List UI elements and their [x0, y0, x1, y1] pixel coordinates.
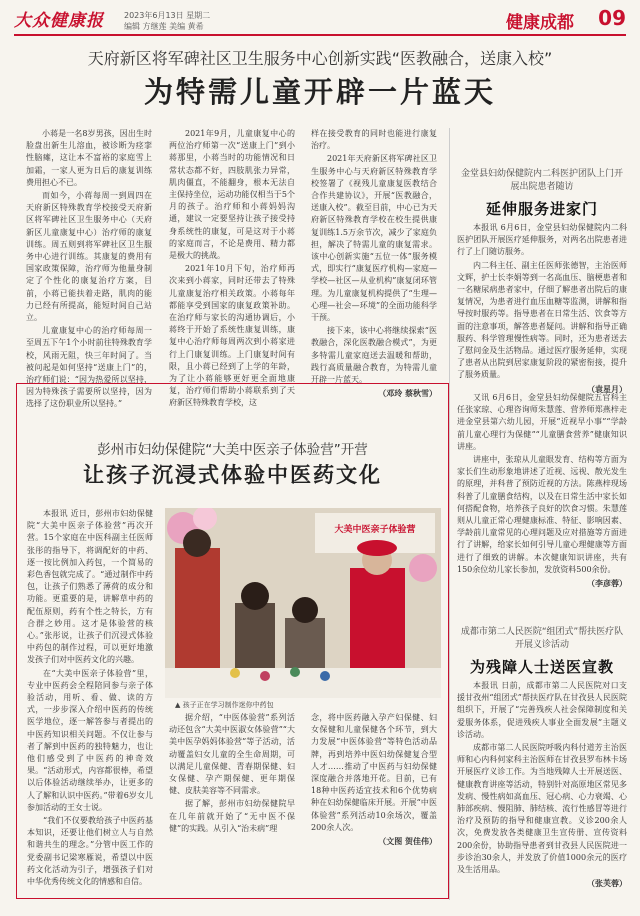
paragraph: 讲座中，张琼从儿童眼发育、结构等方面为家长们生动形象地讲述了近视、远视、散光发生的原理，并科普了预防近视的方法。陈燕梓现场科普了儿童膳食结构，以及在日常生活中家长如何搭配食物，培养孩子良好的饮食习惯。朱慧莲则从儿童正常心理健康标准、特征、影响因素、学龄前儿童常见的心理问题及应对措施等方面进行了讲解，给家长如何引导儿童心理健康等方面进行了细致的讲解。本次健康知识讲座，共有150余位幼儿家长参加，发放资料500余份。 [457, 455, 627, 574]
paragraph: 念，将中医药融入孕产妇保健、妇女保健和儿童保健各个环节，到大力发展“中医体验营”等特色活动品牌，再到培养中医妇幼保健复合型人才……推动了中医药与妇幼保健深度融合并落地开花。目前，已有18种中医药适宜技术和6个优势病种在妇幼保健临床开展。开展“中医体验营”系列活动10余场次，覆盖200余人次。 [311, 713, 437, 832]
issue-editors: 编辑 方继莲 美编 黄希 [124, 22, 204, 31]
photo-caption-text: 孩子正在学习制作迷你中药包 [182, 701, 274, 709]
right3-header [457, 626, 627, 677]
paragraph: 又讯 6月6日，金堂县妇幼保健院五官科主任张家琼、心理咨询师朱慧莲、营养师郑燕梓走进金堂县第六幼儿园，开展“近视早小事”“学龄前儿童心理行为保健”“儿童膳食营养”健康知识讲座。 [457, 393, 627, 451]
issue-info [124, 10, 210, 32]
section-name: 健康成都 [506, 13, 574, 33]
article2-column-3 [311, 712, 437, 848]
paragraph: 接下来，该中心将继续探索“医教融合，深化医教融合模式”，为更多特需儿童家庭送去温暖和帮助，践行高质量融合教育，为特需儿童开辟一片蓝天。 [311, 326, 437, 385]
right1-header [457, 168, 627, 219]
paragraph: 2021年9月，儿童康复中心的两位治疗师第一次“送康上门”到小蒋那里，小蒋当时的功能情况和日常状态都不好，四肢肌张力异常，肌肉僵直，不能翻身，根本无法自主保持坐位，运动功能仅相当于5个月的孩子。治疗师和小蒋妈妈沟通，建议一定要坚持让孩子接受持身系统性的康复，可是这对于小蒋的家庭而言，不论是费用、精力都是极大的挑战。 [169, 129, 295, 261]
right1-kicker: 金堂县妇幼保健院内二科医护团队上门开展出院患者随访 [460, 169, 623, 192]
photo-illustration [165, 508, 441, 698]
right3-headline: 为残障人士送医宣教 [469, 658, 614, 676]
right1-body [457, 222, 627, 396]
child-figure [235, 603, 275, 678]
right1-byline: （袁星月） [587, 383, 627, 394]
right2-byline: （李彦蓉） [587, 578, 627, 589]
article2-column-1 [27, 508, 153, 889]
paragraph: 2021年天府新区将军碑社区卫生服务中心与天府新区特殊教育学校签署了《视残儿童康复医教结合合作共建协议》，开展“医教融合，送康入校”。截至目前，中心已为天府新区特殊教育学校在校生提供康复训练1.5万余节次，减少了家庭负担，解决了特需儿童的康复需求。该中心创新实施“五位一体”服务模式，即实行“康复医疗机构—家庭—学校—社区—从业机构”康复闭环管理。为儿童康复机构提供了“生理—心理—社会—环境”的全面功能科学干预。 [311, 154, 437, 323]
masthead [14, 6, 626, 36]
balloon [409, 554, 437, 582]
child-head [292, 597, 318, 623]
adult-head [183, 529, 211, 557]
right1-headline: 延伸服务进家门 [485, 200, 598, 218]
paragraph: 本报讯 日前，成都市第二人民医院对口支援甘孜州“组团式”帮扶医疗队在甘孜县人民医院组织下，开展了“完善残疾人社会保障制度和关爱服务体系，促进残疾人事业全面发展”主题义诊活动。 [457, 681, 627, 739]
paragraph: 样在接受教育的同时也能进行康复治疗。 [311, 129, 437, 151]
article2-headline: 让孩子沉浸式体验中医药文化 [83, 462, 382, 487]
article2-column-2 [169, 712, 295, 836]
volunteer-figure [350, 568, 405, 678]
herbal-sachet [230, 668, 240, 678]
article1-column-3 [311, 128, 437, 400]
right3-kicker: 成都市第二人民医院“组团式”帮扶医疗队开展义诊活动 [460, 627, 624, 650]
article2-kicker: 彭州市妇幼保健院“大美中医亲子体验营”开营 [97, 442, 368, 458]
page-number: 09 [598, 6, 626, 30]
photo-caption: ▲ 孩子正在学习制作迷你中药包 [175, 701, 274, 709]
article2-byline: （文图 贺佳伟） [378, 836, 437, 847]
adult-figure [175, 548, 220, 678]
paragraph: 小蒋是一名8岁男孩，因出生时脸盘出新生儿溶血，被诊断为痉挛性脑瘫，这让本不富裕的家庭雪上加霜，一家人更为日后的康复训练费用担心不已。 [26, 129, 152, 187]
paragraph: 本报讯 近日，彭州市妇幼保健院“大美中医亲子体验营”再次开营。15个家庭在中医科副主任医师张彤的指导下，将调配好的中药、逐一按比例加入药包，一个简易的彩色香包就完成了。“通过制作中药包，让孩子们熟悉了薄荷的成分和功能。更重要的是，讲解草中药的配伍原则，药有个性之特长，方有合群之妙用。这才是体验营的核心。”张彤说，让孩子们沉浸式体验中药包的制作过程，可以更好地激发孩子们对中医药文化的兴趣。 [27, 509, 153, 665]
paragraph: 在“大美中医亲子体验营”里，专业中医药会全程陪同参与亲子体验活动，用听、看、做、读的方式，一步步深入介绍中医药的传统医学地位，逐一解答参与者提出的中医药知识相关问题。不仅让参与者了解到中医药的独特魅力，也让他们感受到了中医药的神奇效果。“活动形式，内容都很棒，希望以后体验活动继续举办，让更多的人了解和认识中医药。”带着6岁女儿参加活动的王女士说。 [27, 668, 153, 812]
paragraph: 据了解，彭州市妇幼保健院早在几年前就开始了“无中医不保健”的实践。从引入“治未病”理 [169, 799, 295, 833]
table [165, 668, 441, 698]
paragraph: “我们不仅要教给孩子中医药基本知识，还要让他们树立人与自然和谐共生的理念。”分管中医工作的党委副书记梁寒雁说，希望以中医药文化活动为引子，增强孩子们对中华优秀传统文化的情感和自信。 [27, 816, 153, 887]
column-divider [449, 128, 450, 900]
paragraph: 2021年10月下旬，治疗师再次来到小蒋家，同时还带去了特殊儿童康复治疗相关政策。小蒋每年都能享受到国家的康复政策补助。在治疗师与家长的沟通协调后，小蒋终于开始了系统性康复训练，康复中心治疗师每周两次到小蒋家进行上门康复训练。上门康复时间有限，且小蒋已经到了上学的年龄，为了让小蒋能够更好更全面地康复，治疗师们帮助小蒋联系到了天府新区特殊教育学校，这 [169, 264, 295, 408]
photo-banner: 大美中医亲子体验营 [334, 525, 416, 535]
right2-body [457, 392, 627, 590]
herbal-sachet [320, 671, 330, 681]
article1-column-2 [169, 128, 295, 411]
paragraph: 本报讯 6月6日，金堂县妇幼保健院内二科医护团队开展医疗延伸服务，对两名出院患者进行了上门随访服务。 [457, 223, 627, 257]
paragraph: 儿童康复中心的治疗师每周一至周五下午1个小时前往特殊教育学校，风雨无阻，快三年时间了。当被问起是如何坚持“送康上门”的，治疗师们说：“因为热爱所以坚持，因为特殊孩子需要所以坚持，因为选择了这份职业所以坚持。” [26, 326, 152, 409]
herbal-sachet [290, 667, 300, 677]
article2-photo [165, 508, 441, 698]
article1-byline: （邓玲 蔡秋雪） [378, 388, 437, 399]
article1-headline: 为特需儿童开辟一片蓝天 [143, 75, 496, 109]
article1-kicker: 天府新区将军碑社区卫生服务中心创新实践“医教融合，送康入校” [87, 49, 553, 68]
paragraph: 而如今，小蒋每周一到周四在天府新区特殊教育学校接受天府新区将军碑社区卫生服务中心（天府新区儿童康复中心）治疗师的康复训练。周五则到将军碑社区卫生服务中心进行训练。其康复的费用有国家政策保障，治疗师为他量身制定了个性化的康复治疗方案，目前，小蒋已能扶着走路，肌肉的能力已经有所提高，能短时间自己站立。 [26, 191, 152, 323]
red-cap [357, 540, 397, 556]
herbal-sachet [260, 671, 270, 681]
child-head [241, 582, 269, 610]
issue-date: 2023年6月13日 星期二 [124, 11, 211, 20]
article1-column-1 [26, 128, 152, 412]
right3-byline: （张芙蓉） [587, 878, 627, 889]
right3-body [457, 680, 627, 890]
paragraph: 成都市第二人民医院呼吸内科付道芳主治医师和心内科何家科主治医师在甘孜县罗布林卡场开展医疗义诊工作。为当地残障人士开展送医、健康教育讲座等活动，特别针对高原地区常见多发病、慢性病如高血压、冠心病、心力衰竭、心肺部疾病、慢阻肺、肺结核、流行性感冒等进行治疗及预防的指导和健康宣教。义诊200余人次，免费发放各类健康卫生宣传册、宣传资料200余份，协助指导患者到甘孜县人民医院进一步诊治30余人，并发放了价值1000余元的医疗及生活用品。 [457, 743, 627, 875]
paragraph: 内二科主任、副主任医师张德智，主治医师文辉，护士长李娟等到一名高血压、脑梗患者和一名糖尿病患者家中，仔细了解患者出院后的康复情况，为患者进行血压血糖等监测，讲解和指导按时服药等。指导患者在日常生活、饮食等方面的注意事项，解答患者疑问。讲解和指导正确服药、科学管理慢性病等。同时，还为患者送去了慰问金及生活物品。通过医疗服务延伸，实现了患者从出院到居家康复阶段的紧密衔接，提升了服务质量。 [457, 260, 627, 380]
newspaper-logo: 大众健康报 [14, 11, 104, 31]
paragraph: 据介绍，“中医体验营”系列活动还包含“大美中医淑女体验营”“大美中医孕妈妈体验营”等子活动，活动覆盖妇女儿童的全生命周期，可以满足儿童保健、青春期保健、妇女保健、孕产期保健、更年期保健、皮肤美容等不同需求。 [169, 713, 295, 796]
